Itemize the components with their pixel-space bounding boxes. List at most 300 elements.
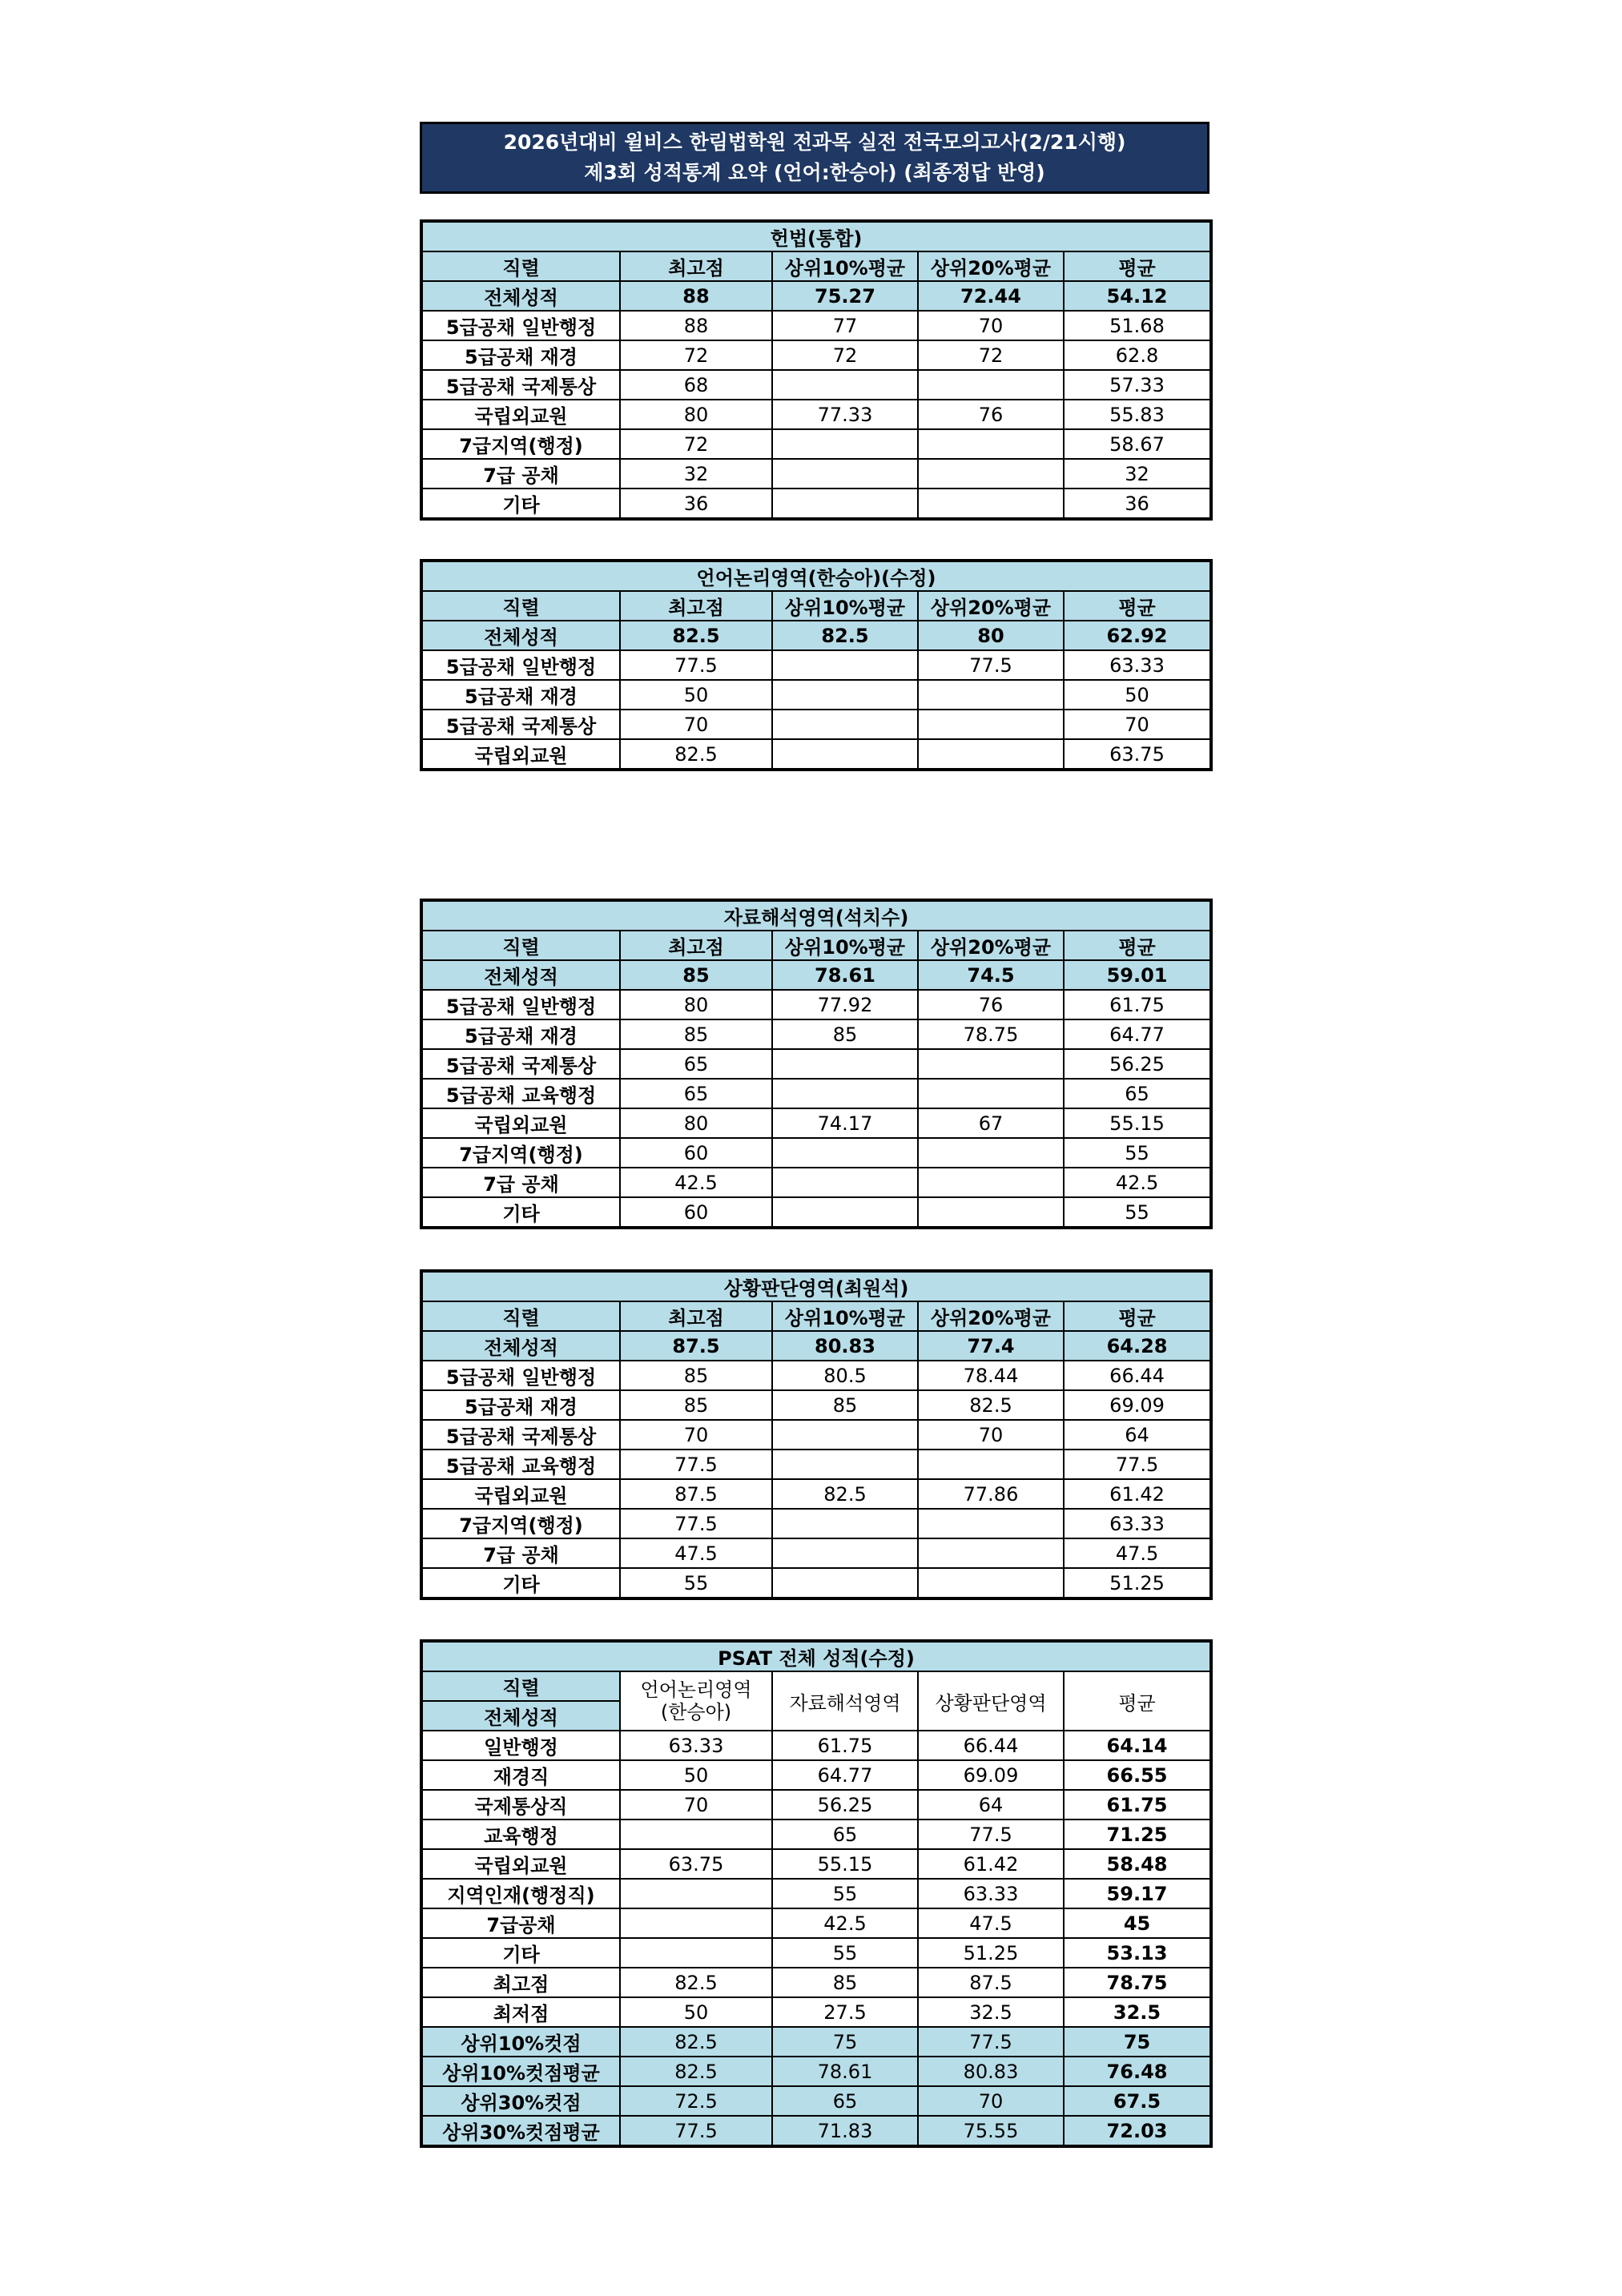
table-row bbox=[421, 1138, 1211, 1168]
table-row bbox=[421, 1820, 1211, 1849]
cell: 7급 공채 bbox=[421, 1538, 620, 1568]
cell: 77.4 bbox=[918, 1331, 1064, 1361]
table-row bbox=[421, 311, 1211, 340]
cell: 55.83 bbox=[1064, 400, 1211, 429]
cell: 50 bbox=[1064, 680, 1211, 710]
table-row bbox=[421, 1049, 1211, 1079]
cell: 47.5 bbox=[1064, 1538, 1211, 1568]
col-header: 최고점 bbox=[620, 591, 772, 621]
report-subtitle: 제3회 성적통계 요약 (언어:한승아) (최종정답 반영) bbox=[584, 161, 1045, 184]
cell: 전체성적 bbox=[421, 281, 620, 311]
cell bbox=[620, 1908, 772, 1938]
cell: 5급공채 국제통상 bbox=[421, 370, 620, 400]
cell: 64 bbox=[918, 1790, 1064, 1820]
cell: 7급지역(행정) bbox=[421, 1138, 620, 1168]
table-row bbox=[421, 1760, 1211, 1790]
cell: 87.5 bbox=[620, 1331, 772, 1361]
cell: 5급공채 교육행정 bbox=[421, 1450, 620, 1479]
cell: 5급공채 국제통상 bbox=[421, 1420, 620, 1450]
cell: 지역인재(행정직) bbox=[421, 1879, 620, 1908]
cell: 74.17 bbox=[772, 1108, 918, 1138]
cell: 60 bbox=[620, 1197, 772, 1228]
report-title-box bbox=[420, 122, 1209, 194]
cell: 7급지역(행정) bbox=[421, 429, 620, 459]
table-row bbox=[421, 1079, 1211, 1108]
table-row bbox=[421, 1538, 1211, 1568]
cell: 85 bbox=[620, 1019, 772, 1049]
cell: 국제통상직 bbox=[421, 1790, 620, 1820]
cell: 53.13 bbox=[1064, 1938, 1211, 1968]
cell: 67.5 bbox=[1064, 2086, 1211, 2116]
cell: 59.01 bbox=[1064, 960, 1211, 990]
col-header: 직렬 bbox=[421, 1671, 620, 1701]
cell bbox=[620, 1938, 772, 1968]
cell: 55 bbox=[620, 1568, 772, 1598]
cell bbox=[772, 739, 918, 770]
cell: 82.5 bbox=[772, 1479, 918, 1509]
table-row bbox=[421, 1420, 1211, 1450]
cell: 51.68 bbox=[1064, 311, 1211, 340]
cell: 32 bbox=[620, 459, 772, 489]
cell: 75.27 bbox=[772, 281, 918, 311]
cell: 63.75 bbox=[1064, 739, 1211, 770]
cell bbox=[772, 489, 918, 519]
cell: 75 bbox=[1064, 2027, 1211, 2057]
cell: 70 bbox=[918, 2086, 1064, 2116]
table-row bbox=[421, 370, 1211, 400]
cell: 47.5 bbox=[620, 1538, 772, 1568]
table-row bbox=[421, 459, 1211, 489]
cell: 65 bbox=[772, 1820, 918, 1849]
cell: 78.61 bbox=[772, 960, 918, 990]
col-header-data: 자료해석영역 bbox=[772, 1671, 918, 1731]
cell: 77.5 bbox=[620, 2116, 772, 2146]
cell bbox=[772, 1049, 918, 1079]
cell: 85 bbox=[772, 1019, 918, 1049]
cell: 55 bbox=[772, 1879, 918, 1908]
cell: 72 bbox=[620, 429, 772, 459]
cell: 78.61 bbox=[772, 2057, 918, 2086]
cell: 78.75 bbox=[1064, 1968, 1211, 1997]
cell: 66.55 bbox=[1064, 1760, 1211, 1790]
cell: 56.25 bbox=[1064, 1049, 1211, 1079]
cell: 47.5 bbox=[918, 1908, 1064, 1938]
col-header: 평균 bbox=[1064, 931, 1211, 960]
cell: 70 bbox=[620, 710, 772, 739]
table-row bbox=[421, 1450, 1211, 1479]
cell: 77.5 bbox=[620, 1509, 772, 1538]
cell: 77.5 bbox=[620, 1450, 772, 1479]
cell: 58.67 bbox=[1064, 429, 1211, 459]
cell: 78.75 bbox=[918, 1019, 1064, 1049]
cell: 77.5 bbox=[918, 2027, 1064, 2057]
cell: 82.5 bbox=[620, 1968, 772, 1997]
cell: 82.5 bbox=[772, 621, 918, 650]
cell: 82.5 bbox=[620, 739, 772, 770]
table-row bbox=[421, 1168, 1211, 1197]
cell: 최저점 bbox=[421, 1997, 620, 2027]
table-row bbox=[421, 1731, 1211, 1760]
cell: 36 bbox=[1064, 489, 1211, 519]
table-row bbox=[421, 1879, 1211, 1908]
cell: 상위10%컷점 bbox=[421, 2027, 620, 2057]
cell: 82.5 bbox=[620, 2027, 772, 2057]
col-header: 상위20%평균 bbox=[918, 1301, 1064, 1331]
table-row bbox=[421, 1361, 1211, 1390]
cell bbox=[772, 1420, 918, 1450]
cell bbox=[918, 1568, 1064, 1598]
col-header: 상위20%평균 bbox=[918, 251, 1064, 281]
table-row bbox=[421, 2116, 1211, 2146]
header-row bbox=[421, 1671, 1211, 1701]
header-row bbox=[421, 591, 1211, 621]
cell: 기타 bbox=[421, 1197, 620, 1228]
cell: 70 bbox=[620, 1790, 772, 1820]
cell: 85 bbox=[772, 1968, 918, 1997]
section-title: 언어논리영역(한승아)(수정) bbox=[421, 561, 1211, 591]
cell: 65 bbox=[620, 1079, 772, 1108]
cell bbox=[918, 370, 1064, 400]
language-logic-table bbox=[420, 559, 1213, 771]
table-row bbox=[421, 489, 1211, 519]
cell: 재경직 bbox=[421, 1760, 620, 1790]
cell: 5급공채 재경 bbox=[421, 1390, 620, 1420]
cell: 61.42 bbox=[918, 1849, 1064, 1879]
cell: 64.14 bbox=[1064, 1731, 1211, 1760]
cell: 72 bbox=[772, 340, 918, 370]
col-header: 상위10%평균 bbox=[772, 591, 918, 621]
col-header: 직렬 bbox=[421, 251, 620, 281]
col-header: 직렬 bbox=[421, 931, 620, 960]
cell: 55.15 bbox=[1064, 1108, 1211, 1138]
cell: 기타 bbox=[421, 1568, 620, 1598]
cell: 87.5 bbox=[620, 1479, 772, 1509]
cell: 국립외교원 bbox=[421, 1849, 620, 1879]
cell: 32.5 bbox=[918, 1997, 1064, 2027]
col-header: 최고점 bbox=[620, 931, 772, 960]
cell: 5급공채 교육행정 bbox=[421, 1079, 620, 1108]
col-header: 상위10%평균 bbox=[772, 931, 918, 960]
cell: 54.12 bbox=[1064, 281, 1211, 311]
col-header: 평균 bbox=[1064, 1301, 1211, 1331]
cell bbox=[918, 459, 1064, 489]
cell bbox=[772, 710, 918, 739]
table-row bbox=[421, 1968, 1211, 1997]
cell bbox=[918, 1450, 1064, 1479]
cell: 76 bbox=[918, 400, 1064, 429]
table-row bbox=[421, 1997, 1211, 2027]
col-header: 최고점 bbox=[620, 251, 772, 281]
cell: 77.5 bbox=[918, 650, 1064, 680]
cell: 상위30%컷점 bbox=[421, 2086, 620, 2116]
table-row bbox=[421, 710, 1211, 739]
cell bbox=[918, 489, 1064, 519]
cell: 63.33 bbox=[1064, 1509, 1211, 1538]
col-header: 직렬 bbox=[421, 1301, 620, 1331]
cell bbox=[620, 1820, 772, 1849]
cell: 62.8 bbox=[1064, 340, 1211, 370]
col-header: 전체성적 bbox=[421, 1701, 620, 1731]
table-row bbox=[421, 1197, 1211, 1228]
cell: 76.48 bbox=[1064, 2057, 1211, 2086]
col-header-situation: 상황판단영역 bbox=[918, 1671, 1064, 1731]
cell: 전체성적 bbox=[421, 960, 620, 990]
cell: 55 bbox=[1064, 1138, 1211, 1168]
cell: 70 bbox=[1064, 710, 1211, 739]
cell: 50 bbox=[620, 680, 772, 710]
cell bbox=[772, 429, 918, 459]
cell: 55 bbox=[772, 1938, 918, 1968]
table-row bbox=[421, 1849, 1211, 1879]
total-row bbox=[421, 1331, 1211, 1361]
cell: 71.25 bbox=[1064, 1820, 1211, 1849]
cell: 42.5 bbox=[1064, 1168, 1211, 1197]
cell: 59.17 bbox=[1064, 1879, 1211, 1908]
cell: 50 bbox=[620, 1760, 772, 1790]
cell: 64.77 bbox=[1064, 1019, 1211, 1049]
col-header-language-line2: (한승아) bbox=[660, 1701, 732, 1723]
cell: 7급공채 bbox=[421, 1908, 620, 1938]
cell bbox=[918, 1079, 1064, 1108]
cell: 80.5 bbox=[772, 1361, 918, 1390]
cell bbox=[918, 1538, 1064, 1568]
cell: 85 bbox=[620, 1361, 772, 1390]
cell: 63.33 bbox=[1064, 650, 1211, 680]
cell: 63.33 bbox=[620, 1731, 772, 1760]
cell: 55.15 bbox=[772, 1849, 918, 1879]
cell bbox=[772, 1509, 918, 1538]
cell: 63.75 bbox=[620, 1849, 772, 1879]
table-row bbox=[421, 1938, 1211, 1968]
cell: 61.75 bbox=[1064, 990, 1211, 1019]
cell: 72.44 bbox=[918, 281, 1064, 311]
cell bbox=[772, 1197, 918, 1228]
col-header: 상위10%평균 bbox=[772, 1301, 918, 1331]
constitution-table bbox=[420, 219, 1213, 521]
cell: 61.75 bbox=[772, 1731, 918, 1760]
col-header: 상위20%평균 bbox=[918, 591, 1064, 621]
table-row bbox=[421, 1479, 1211, 1509]
cell bbox=[772, 680, 918, 710]
cell: 77.5 bbox=[1064, 1450, 1211, 1479]
col-header: 평균 bbox=[1064, 251, 1211, 281]
cell: 82.5 bbox=[918, 1390, 1064, 1420]
cell bbox=[918, 1197, 1064, 1228]
table-row bbox=[421, 2027, 1211, 2057]
section-title: 헌법(통합) bbox=[421, 221, 1211, 251]
cell: 5급공채 일반행정 bbox=[421, 990, 620, 1019]
section-title: 상황판단영역(최원석) bbox=[421, 1271, 1211, 1301]
cell: 63.33 bbox=[918, 1879, 1064, 1908]
cell: 58.48 bbox=[1064, 1849, 1211, 1879]
cell bbox=[772, 370, 918, 400]
cell: 77.92 bbox=[772, 990, 918, 1019]
cell: 70 bbox=[620, 1420, 772, 1450]
cell bbox=[918, 710, 1064, 739]
total-row bbox=[421, 621, 1211, 650]
cell: 82.5 bbox=[620, 2057, 772, 2086]
cell bbox=[918, 680, 1064, 710]
table-row bbox=[421, 1790, 1211, 1820]
cell: 55 bbox=[1064, 1197, 1211, 1228]
cell: 5급공채 재경 bbox=[421, 1019, 620, 1049]
table-row bbox=[421, 650, 1211, 680]
report-title: 2026년대비 윌비스 한림법학원 전과목 실전 전국모의고사(2/21시행) bbox=[503, 131, 1126, 154]
cell: 42.5 bbox=[620, 1168, 772, 1197]
psat-overall-table bbox=[420, 1639, 1213, 2148]
cell: 82.5 bbox=[620, 621, 772, 650]
cell: 상위10%컷점평균 bbox=[421, 2057, 620, 2086]
cell: 77.86 bbox=[918, 1479, 1064, 1509]
cell: 75 bbox=[772, 2027, 918, 2057]
cell: 51.25 bbox=[918, 1938, 1064, 1968]
table-row bbox=[421, 1568, 1211, 1598]
cell: 76 bbox=[918, 990, 1064, 1019]
cell: 최고점 bbox=[421, 1968, 620, 1997]
table-row bbox=[421, 1509, 1211, 1538]
cell: 국립외교원 bbox=[421, 739, 620, 770]
cell bbox=[918, 1168, 1064, 1197]
cell: 42.5 bbox=[772, 1908, 918, 1938]
cell: 77.5 bbox=[620, 650, 772, 680]
cell bbox=[620, 1879, 772, 1908]
cell: 5급공채 재경 bbox=[421, 340, 620, 370]
data-interpretation-table bbox=[420, 899, 1213, 1229]
cell: 78.44 bbox=[918, 1361, 1064, 1390]
total-row bbox=[421, 960, 1211, 990]
cell: 36 bbox=[620, 489, 772, 519]
cell: 80 bbox=[620, 1108, 772, 1138]
situation-judgment-table bbox=[420, 1269, 1213, 1600]
cell bbox=[772, 459, 918, 489]
cell: 72.03 bbox=[1064, 2116, 1211, 2146]
cell: 51.25 bbox=[1064, 1568, 1211, 1598]
cell: 61.42 bbox=[1064, 1479, 1211, 1509]
cell: 60 bbox=[620, 1138, 772, 1168]
cell: 교육행정 bbox=[421, 1820, 620, 1849]
cell bbox=[918, 1049, 1064, 1079]
cell: 75.55 bbox=[918, 2116, 1064, 2146]
col-header-average: 평균 bbox=[1064, 1671, 1211, 1731]
cell: 67 bbox=[918, 1108, 1064, 1138]
table-row bbox=[421, 1908, 1211, 1938]
cell: 71.83 bbox=[772, 2116, 918, 2146]
cell: 66.44 bbox=[918, 1731, 1064, 1760]
cell: 64.28 bbox=[1064, 1331, 1211, 1361]
header-row bbox=[421, 251, 1211, 281]
cell: 국립외교원 bbox=[421, 1479, 620, 1509]
cell bbox=[772, 1168, 918, 1197]
cell: 70 bbox=[918, 311, 1064, 340]
cell: 7급 공채 bbox=[421, 1168, 620, 1197]
cell bbox=[918, 429, 1064, 459]
cell: 61.75 bbox=[1064, 1790, 1211, 1820]
table-row bbox=[421, 2086, 1211, 2116]
cell: 45 bbox=[1064, 1908, 1211, 1938]
cell: 85 bbox=[772, 1390, 918, 1420]
cell: 62.92 bbox=[1064, 621, 1211, 650]
table-row bbox=[421, 400, 1211, 429]
cell bbox=[772, 1138, 918, 1168]
cell: 기타 bbox=[421, 489, 620, 519]
cell: 74.5 bbox=[918, 960, 1064, 990]
table-row bbox=[421, 1108, 1211, 1138]
cell: 5급공채 일반행정 bbox=[421, 650, 620, 680]
table-row bbox=[421, 1390, 1211, 1420]
table-row bbox=[421, 429, 1211, 459]
table-row bbox=[421, 2057, 1211, 2086]
cell: 77 bbox=[772, 311, 918, 340]
cell: 72.5 bbox=[620, 2086, 772, 2116]
cell: 65 bbox=[772, 2086, 918, 2116]
cell: 5급공채 국제통상 bbox=[421, 1049, 620, 1079]
cell: 5급공채 일반행정 bbox=[421, 311, 620, 340]
cell: 85 bbox=[620, 1390, 772, 1420]
cell: 64.77 bbox=[772, 1760, 918, 1790]
cell: 80.83 bbox=[918, 2057, 1064, 2086]
cell: 전체성적 bbox=[421, 1331, 620, 1361]
cell bbox=[918, 1138, 1064, 1168]
cell: 68 bbox=[620, 370, 772, 400]
cell: 5급공채 국제통상 bbox=[421, 710, 620, 739]
cell: 국립외교원 bbox=[421, 1108, 620, 1138]
cell: 전체성적 bbox=[421, 621, 620, 650]
cell: 64 bbox=[1064, 1420, 1211, 1450]
cell: 일반행정 bbox=[421, 1731, 620, 1760]
cell: 69.09 bbox=[1064, 1390, 1211, 1420]
cell: 7급 공채 bbox=[421, 459, 620, 489]
cell: 70 bbox=[918, 1420, 1064, 1450]
cell bbox=[772, 650, 918, 680]
table-row bbox=[421, 680, 1211, 710]
cell: 5급공채 재경 bbox=[421, 680, 620, 710]
table-row bbox=[421, 1019, 1211, 1049]
section-title: PSAT 전체 성적(수정) bbox=[421, 1641, 1211, 1671]
cell bbox=[918, 739, 1064, 770]
col-header: 평균 bbox=[1064, 591, 1211, 621]
cell: 27.5 bbox=[772, 1997, 918, 2027]
cell bbox=[772, 1450, 918, 1479]
cell: 5급공채 일반행정 bbox=[421, 1361, 620, 1390]
cell bbox=[772, 1568, 918, 1598]
table-row bbox=[421, 340, 1211, 370]
col-header: 최고점 bbox=[620, 1301, 772, 1331]
cell: 65 bbox=[620, 1049, 772, 1079]
cell bbox=[772, 1538, 918, 1568]
cell: 32 bbox=[1064, 459, 1211, 489]
col-header-language bbox=[620, 1671, 772, 1731]
cell: 65 bbox=[1064, 1079, 1211, 1108]
col-header: 상위20%평균 bbox=[918, 931, 1064, 960]
cell: 57.33 bbox=[1064, 370, 1211, 400]
cell: 87.5 bbox=[918, 1968, 1064, 1997]
cell bbox=[918, 1509, 1064, 1538]
total-row bbox=[421, 281, 1211, 311]
cell: 85 bbox=[620, 960, 772, 990]
cell: 80.83 bbox=[772, 1331, 918, 1361]
cell bbox=[772, 1079, 918, 1108]
cell: 7급지역(행정) bbox=[421, 1509, 620, 1538]
cell: 80 bbox=[620, 990, 772, 1019]
cell: 72 bbox=[918, 340, 1064, 370]
header-row bbox=[421, 1301, 1211, 1331]
table-row bbox=[421, 739, 1211, 770]
cell: 66.44 bbox=[1064, 1361, 1211, 1390]
cell: 72 bbox=[620, 340, 772, 370]
cell: 77.33 bbox=[772, 400, 918, 429]
cell: 80 bbox=[918, 621, 1064, 650]
cell: 국립외교원 bbox=[421, 400, 620, 429]
